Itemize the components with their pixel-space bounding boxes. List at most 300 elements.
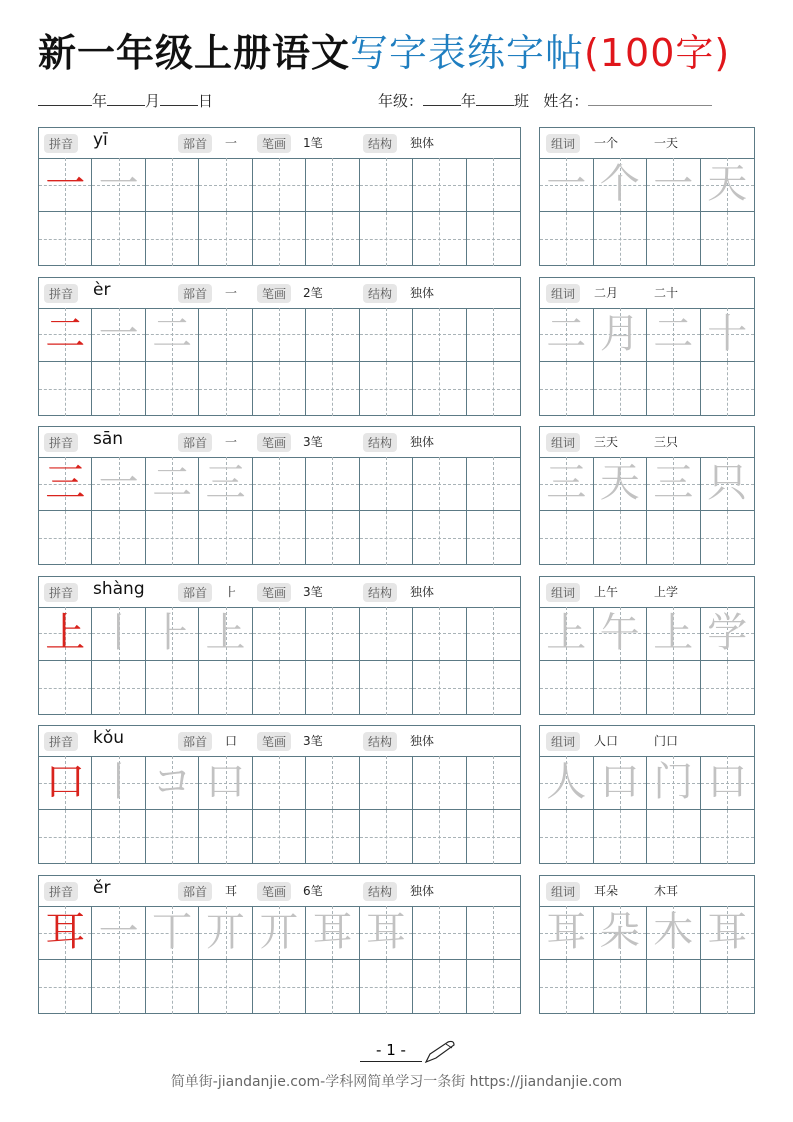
char-practice-block (38, 875, 521, 1014)
day-label: 日 (198, 92, 214, 110)
writing-cell[interactable] (39, 362, 92, 416)
writing-cell[interactable] (594, 457, 648, 511)
writing-cell[interactable] (413, 756, 466, 810)
writing-cell[interactable] (360, 906, 413, 960)
writing-cell[interactable] (467, 756, 520, 810)
writing-cell[interactable] (594, 362, 648, 416)
trace-character: 三 (653, 460, 694, 507)
writing-cell[interactable] (146, 158, 199, 212)
writing-cell[interactable] (360, 158, 413, 212)
writing-cell[interactable] (92, 457, 145, 511)
pinyin-value: ěr (93, 878, 111, 898)
structure-value: 独体 (410, 285, 435, 300)
writing-cell[interactable] (647, 511, 701, 565)
writing-cell[interactable] (594, 212, 648, 266)
writing-cell[interactable] (146, 810, 199, 864)
writing-cell[interactable] (647, 960, 701, 1014)
writing-cell[interactable] (360, 607, 413, 661)
strokes-label: 笔画 (257, 134, 291, 153)
grade-label: 年级： (378, 92, 424, 110)
writing-cell[interactable] (39, 457, 92, 511)
writing-cell[interactable] (647, 457, 701, 511)
writing-cell[interactable] (467, 661, 520, 715)
radical-label: 部首 (178, 732, 212, 751)
writing-cell[interactable] (647, 212, 701, 266)
writing-cell[interactable] (413, 308, 466, 362)
model-character: 三 (45, 460, 86, 507)
writing-cell[interactable] (413, 960, 466, 1014)
structure-value: 独体 (410, 884, 435, 898)
writing-cell[interactable] (413, 158, 466, 212)
writing-cell[interactable] (199, 661, 252, 715)
writing-cell[interactable] (253, 607, 306, 661)
writing-cell[interactable] (647, 661, 701, 715)
word-grid (540, 158, 754, 265)
char-practice-block (38, 725, 521, 864)
name-blank[interactable] (588, 91, 712, 106)
writing-cell[interactable] (647, 810, 701, 864)
writing-cell[interactable] (92, 212, 145, 266)
char-info-header (39, 427, 520, 458)
writing-cell[interactable] (39, 661, 92, 715)
strokes-label: 笔画 (257, 433, 291, 452)
structure-value: 独体 (410, 584, 435, 599)
writing-cell[interactable] (413, 906, 466, 960)
strokes-label: 笔画 (257, 284, 291, 303)
writing-cell[interactable] (146, 906, 199, 960)
writing-cell[interactable] (413, 212, 466, 266)
trace-character: 午 (599, 609, 640, 656)
stroke-order-step: 一 (98, 460, 139, 507)
writing-cell[interactable] (306, 960, 359, 1014)
trace-character: 上 (546, 609, 587, 656)
writing-cell[interactable] (540, 511, 594, 565)
radical-value: 一 (225, 285, 238, 300)
pinyin-value: kǒu (93, 728, 125, 749)
strokes-label: 笔画 (257, 583, 291, 602)
writing-cell[interactable] (594, 906, 648, 960)
writing-cell[interactable] (540, 457, 594, 511)
writing-cell[interactable] (92, 308, 145, 362)
char-info-header (39, 876, 520, 907)
trace-character: 木 (653, 909, 694, 955)
writing-cell[interactable] (540, 810, 594, 864)
word-2: 二十 (654, 285, 679, 300)
trace-character: 上 (653, 609, 694, 656)
writing-cell[interactable] (39, 756, 92, 810)
class-blank[interactable] (476, 91, 514, 106)
words-label: 组词 (546, 433, 580, 452)
writing-cell[interactable] (701, 756, 755, 810)
page-title (38, 22, 730, 77)
writing-cell[interactable] (540, 308, 594, 362)
writing-cell[interactable] (306, 607, 359, 661)
writing-cell[interactable] (199, 756, 252, 810)
trace-character: 口 (707, 759, 748, 806)
strokes-value: 3笔 (303, 584, 323, 599)
day-blank[interactable] (160, 91, 198, 106)
grade-blank[interactable] (423, 91, 461, 106)
writing-cell[interactable] (594, 511, 648, 565)
writing-cell[interactable] (39, 607, 92, 661)
trace-character: 一 (546, 161, 587, 207)
radical-label: 部首 (178, 134, 212, 153)
writing-cell[interactable] (253, 661, 306, 715)
writing-cell[interactable] (306, 511, 359, 565)
writing-cell[interactable] (253, 308, 306, 362)
title-main: 新一年级上册语文 (38, 30, 351, 75)
writing-cell[interactable] (701, 960, 755, 1014)
word-1: 耳朵 (594, 884, 619, 898)
writing-cell[interactable] (199, 607, 252, 661)
structure-label: 结构 (363, 882, 397, 901)
writing-cell[interactable] (701, 158, 755, 212)
writing-cell[interactable] (199, 362, 252, 416)
stroke-order-step: 耳 (312, 909, 353, 955)
writing-cell[interactable] (92, 362, 145, 416)
writing-cell[interactable] (647, 158, 701, 212)
writing-cell[interactable] (306, 212, 359, 266)
writing-cell[interactable] (92, 158, 145, 212)
words-header (540, 577, 754, 608)
pen-icon (424, 1040, 458, 1064)
radical-value: 口 (225, 734, 238, 749)
writing-cell[interactable] (92, 661, 145, 715)
writing-cell[interactable] (360, 661, 413, 715)
writing-cell[interactable] (701, 308, 755, 362)
words-header (540, 427, 754, 458)
writing-cell[interactable] (360, 960, 413, 1014)
writing-cell[interactable] (306, 457, 359, 511)
writing-cell[interactable] (92, 906, 145, 960)
footer-text: 简单街-jiandanjie.com-学科网简单学习一条街 https://jiandanjie.com (170, 1074, 623, 1090)
stroke-order-step: 耳 (365, 909, 406, 955)
writing-cell[interactable] (306, 810, 359, 864)
writing-cell[interactable] (540, 212, 594, 266)
name-label: 姓名： (543, 92, 589, 110)
writing-cell[interactable] (199, 158, 252, 212)
writing-cell[interactable] (467, 960, 520, 1014)
writing-cell[interactable] (594, 661, 648, 715)
writing-cell[interactable] (39, 308, 92, 362)
strokes-value: 3笔 (303, 435, 323, 450)
writing-cell[interactable] (467, 308, 520, 362)
writing-cell[interactable] (146, 308, 199, 362)
model-character: 上 (45, 609, 86, 656)
writing-cell[interactable] (467, 212, 520, 266)
char-practice-block (38, 576, 521, 715)
writing-cell[interactable] (92, 756, 145, 810)
structure-value: 独体 (410, 734, 435, 749)
words-label: 组词 (546, 134, 580, 153)
title-blue: 写字表练字帖 (350, 31, 585, 75)
stroke-order-step: 上 (205, 609, 246, 656)
word-2: 上学 (654, 584, 679, 599)
stroke-order-step: 丨 (98, 759, 139, 806)
writing-cell[interactable] (146, 661, 199, 715)
writing-cell[interactable] (146, 607, 199, 661)
writing-cell[interactable] (467, 607, 520, 661)
writing-cell[interactable] (540, 906, 594, 960)
writing-cell[interactable] (306, 308, 359, 362)
writing-cell[interactable] (39, 511, 92, 565)
writing-cell[interactable] (199, 212, 252, 266)
stroke-order-step: 一 (98, 909, 139, 955)
pinyin-label: 拼音 (44, 134, 78, 153)
writing-cell[interactable] (467, 810, 520, 864)
char-info-header (39, 128, 520, 159)
radical-value: 耳 (225, 884, 238, 898)
writing-cell[interactable] (39, 212, 92, 266)
writing-cell[interactable] (413, 810, 466, 864)
writing-cell[interactable] (647, 308, 701, 362)
pinyin-label: 拼音 (44, 284, 78, 303)
stroke-order-step: 二 (152, 460, 193, 507)
writing-cell[interactable] (360, 756, 413, 810)
trace-character: 朵 (599, 909, 640, 955)
word-2: 一天 (654, 136, 679, 150)
writing-cell[interactable] (253, 212, 306, 266)
words-label: 组词 (546, 732, 580, 751)
structure-label: 结构 (363, 134, 397, 153)
writing-cell[interactable] (146, 362, 199, 416)
writing-cell[interactable] (253, 511, 306, 565)
pinyin-value: yī (93, 130, 108, 150)
writing-cell[interactable] (467, 511, 520, 565)
trace-character: 天 (599, 460, 640, 507)
writing-cell[interactable] (594, 308, 648, 362)
writing-cell[interactable] (146, 457, 199, 511)
word-1: 一个 (594, 136, 619, 150)
word-1: 人口 (594, 734, 619, 749)
writing-grid (39, 457, 520, 564)
writing-cell[interactable] (540, 158, 594, 212)
words-label: 组词 (546, 882, 580, 901)
writing-cell[interactable] (360, 511, 413, 565)
model-character: 耳 (45, 909, 86, 955)
year-label: 年 (92, 92, 108, 110)
word-practice-block (539, 725, 755, 864)
pinyin-label: 拼音 (44, 882, 78, 901)
writing-cell[interactable] (92, 810, 145, 864)
trace-character: 耳 (546, 909, 587, 955)
writing-cell[interactable] (306, 362, 359, 416)
strokes-value: 2笔 (303, 285, 323, 300)
writing-cell[interactable] (467, 362, 520, 416)
word-practice-block (539, 875, 755, 1014)
radical-value: 一 (225, 435, 238, 450)
word-grid (540, 607, 754, 714)
writing-cell[interactable] (199, 308, 252, 362)
writing-cell[interactable] (540, 661, 594, 715)
writing-cell[interactable] (92, 607, 145, 661)
word-grid (540, 308, 754, 415)
writing-cell[interactable] (701, 362, 755, 416)
char-info-header (39, 577, 520, 608)
writing-cell[interactable] (594, 756, 648, 810)
words-header (540, 876, 754, 907)
writing-cell[interactable] (594, 607, 648, 661)
stroke-order-step: 二 (152, 310, 193, 357)
pinyin-value: shàng (93, 578, 145, 599)
pinyin-label: 拼音 (44, 433, 78, 452)
writing-cell[interactable] (540, 607, 594, 661)
word-grid (540, 756, 754, 863)
writing-cell[interactable] (701, 810, 755, 864)
writing-cell[interactable] (701, 661, 755, 715)
writing-grid (39, 158, 520, 265)
writing-grid (39, 906, 520, 1013)
year-blank[interactable] (38, 91, 92, 106)
writing-cell[interactable] (360, 212, 413, 266)
writing-cell[interactable] (594, 810, 648, 864)
writing-cell[interactable] (199, 810, 252, 864)
month-blank[interactable] (107, 91, 145, 106)
char-practice-block (38, 277, 521, 416)
trace-character: 学 (707, 609, 748, 656)
trace-character: 二 (653, 310, 694, 357)
writing-cell[interactable] (146, 756, 199, 810)
stroke-order-step: 丌 (258, 909, 299, 955)
writing-cell[interactable] (92, 511, 145, 565)
writing-cell[interactable] (253, 810, 306, 864)
radical-label: 部首 (178, 284, 212, 303)
trace-character: 三 (546, 460, 587, 507)
writing-cell[interactable] (413, 607, 466, 661)
stroke-order-step: 丌 (205, 909, 246, 955)
word-1: 上午 (594, 584, 619, 599)
month-label: 月 (145, 92, 161, 110)
trace-character: 人 (546, 759, 587, 806)
radical-value: 一 (225, 136, 238, 150)
writing-cell[interactable] (306, 756, 359, 810)
writing-cell[interactable] (701, 906, 755, 960)
writing-cell[interactable] (413, 457, 466, 511)
writing-cell[interactable] (647, 906, 701, 960)
stroke-order-step: 口 (205, 759, 246, 806)
writing-cell[interactable] (467, 906, 520, 960)
writing-cell[interactable] (701, 457, 755, 511)
writing-cell[interactable] (594, 158, 648, 212)
writing-cell[interactable] (360, 308, 413, 362)
words-label: 组词 (546, 284, 580, 303)
writing-cell[interactable] (199, 511, 252, 565)
writing-cell[interactable] (306, 661, 359, 715)
writing-cell[interactable] (39, 960, 92, 1014)
writing-cell[interactable] (253, 457, 306, 511)
model-character: 口 (45, 759, 86, 806)
writing-cell[interactable] (253, 756, 306, 810)
radical-label: 部首 (178, 583, 212, 602)
writing-grid (39, 308, 520, 415)
writing-cell[interactable] (199, 960, 252, 1014)
writing-cell[interactable] (306, 906, 359, 960)
word-practice-block (539, 576, 755, 715)
page-number: - 1 - (360, 1041, 422, 1062)
writing-cell[interactable] (253, 158, 306, 212)
writing-cell[interactable] (253, 960, 306, 1014)
writing-cell[interactable] (146, 511, 199, 565)
writing-cell[interactable] (253, 362, 306, 416)
model-character: 二 (45, 310, 86, 357)
writing-grid (39, 607, 520, 714)
strokes-value: 1笔 (303, 136, 323, 150)
stroke-order-step: 三 (205, 460, 246, 507)
writing-cell[interactable] (92, 960, 145, 1014)
writing-cell[interactable] (360, 362, 413, 416)
char-info-header (39, 726, 520, 757)
writing-cell[interactable] (701, 607, 755, 661)
writing-cell[interactable] (701, 212, 755, 266)
writing-cell[interactable] (647, 756, 701, 810)
writing-cell[interactable] (253, 906, 306, 960)
writing-cell[interactable] (467, 158, 520, 212)
strokes-value: 3笔 (303, 734, 323, 749)
writing-cell[interactable] (146, 212, 199, 266)
writing-cell[interactable] (701, 511, 755, 565)
trace-character: 个 (599, 161, 640, 207)
writing-cell[interactable] (413, 661, 466, 715)
words-label: 组词 (546, 583, 580, 602)
trace-character: 只 (707, 460, 748, 507)
writing-cell[interactable] (647, 607, 701, 661)
writing-cell[interactable] (413, 362, 466, 416)
char-practice-block (38, 426, 521, 565)
trace-character: 耳 (707, 909, 748, 955)
writing-cell[interactable] (540, 362, 594, 416)
writing-cell[interactable] (306, 158, 359, 212)
word-grid (540, 457, 754, 564)
char-info-header (39, 278, 520, 309)
words-header (540, 128, 754, 159)
trace-character: 门 (653, 759, 694, 806)
grade-year-label: 年 (461, 92, 477, 110)
radical-label: 部首 (178, 882, 212, 901)
pinyin-label: 拼音 (44, 732, 78, 751)
writing-cell[interactable] (146, 960, 199, 1014)
writing-cell[interactable] (540, 960, 594, 1014)
structure-value: 独体 (410, 136, 435, 150)
student-line (378, 90, 712, 111)
structure-label: 结构 (363, 433, 397, 452)
structure-label: 结构 (363, 583, 397, 602)
writing-cell[interactable] (39, 158, 92, 212)
strokes-value: 6笔 (303, 884, 323, 898)
word-practice-block (539, 277, 755, 416)
words-header (540, 278, 754, 309)
pinyin-value: sān (93, 429, 124, 450)
radical-value: ⺊ (225, 584, 238, 599)
structure-label: 结构 (363, 284, 397, 303)
writing-cell[interactable] (647, 362, 701, 416)
writing-cell[interactable] (360, 457, 413, 511)
stroke-order-step: ⺊ (152, 609, 193, 656)
writing-cell[interactable] (413, 511, 466, 565)
writing-cell[interactable] (360, 810, 413, 864)
writing-cell[interactable] (39, 906, 92, 960)
writing-cell[interactable] (199, 906, 252, 960)
trace-character: 口 (599, 759, 640, 806)
title-red: (100字) (584, 31, 731, 75)
writing-cell[interactable] (467, 457, 520, 511)
writing-cell[interactable] (199, 457, 252, 511)
writing-cell[interactable] (594, 960, 648, 1014)
words-header (540, 726, 754, 757)
pinyin-label: 拼音 (44, 583, 78, 602)
writing-cell[interactable] (540, 756, 594, 810)
writing-cell[interactable] (39, 810, 92, 864)
trace-character: 一 (653, 161, 694, 207)
